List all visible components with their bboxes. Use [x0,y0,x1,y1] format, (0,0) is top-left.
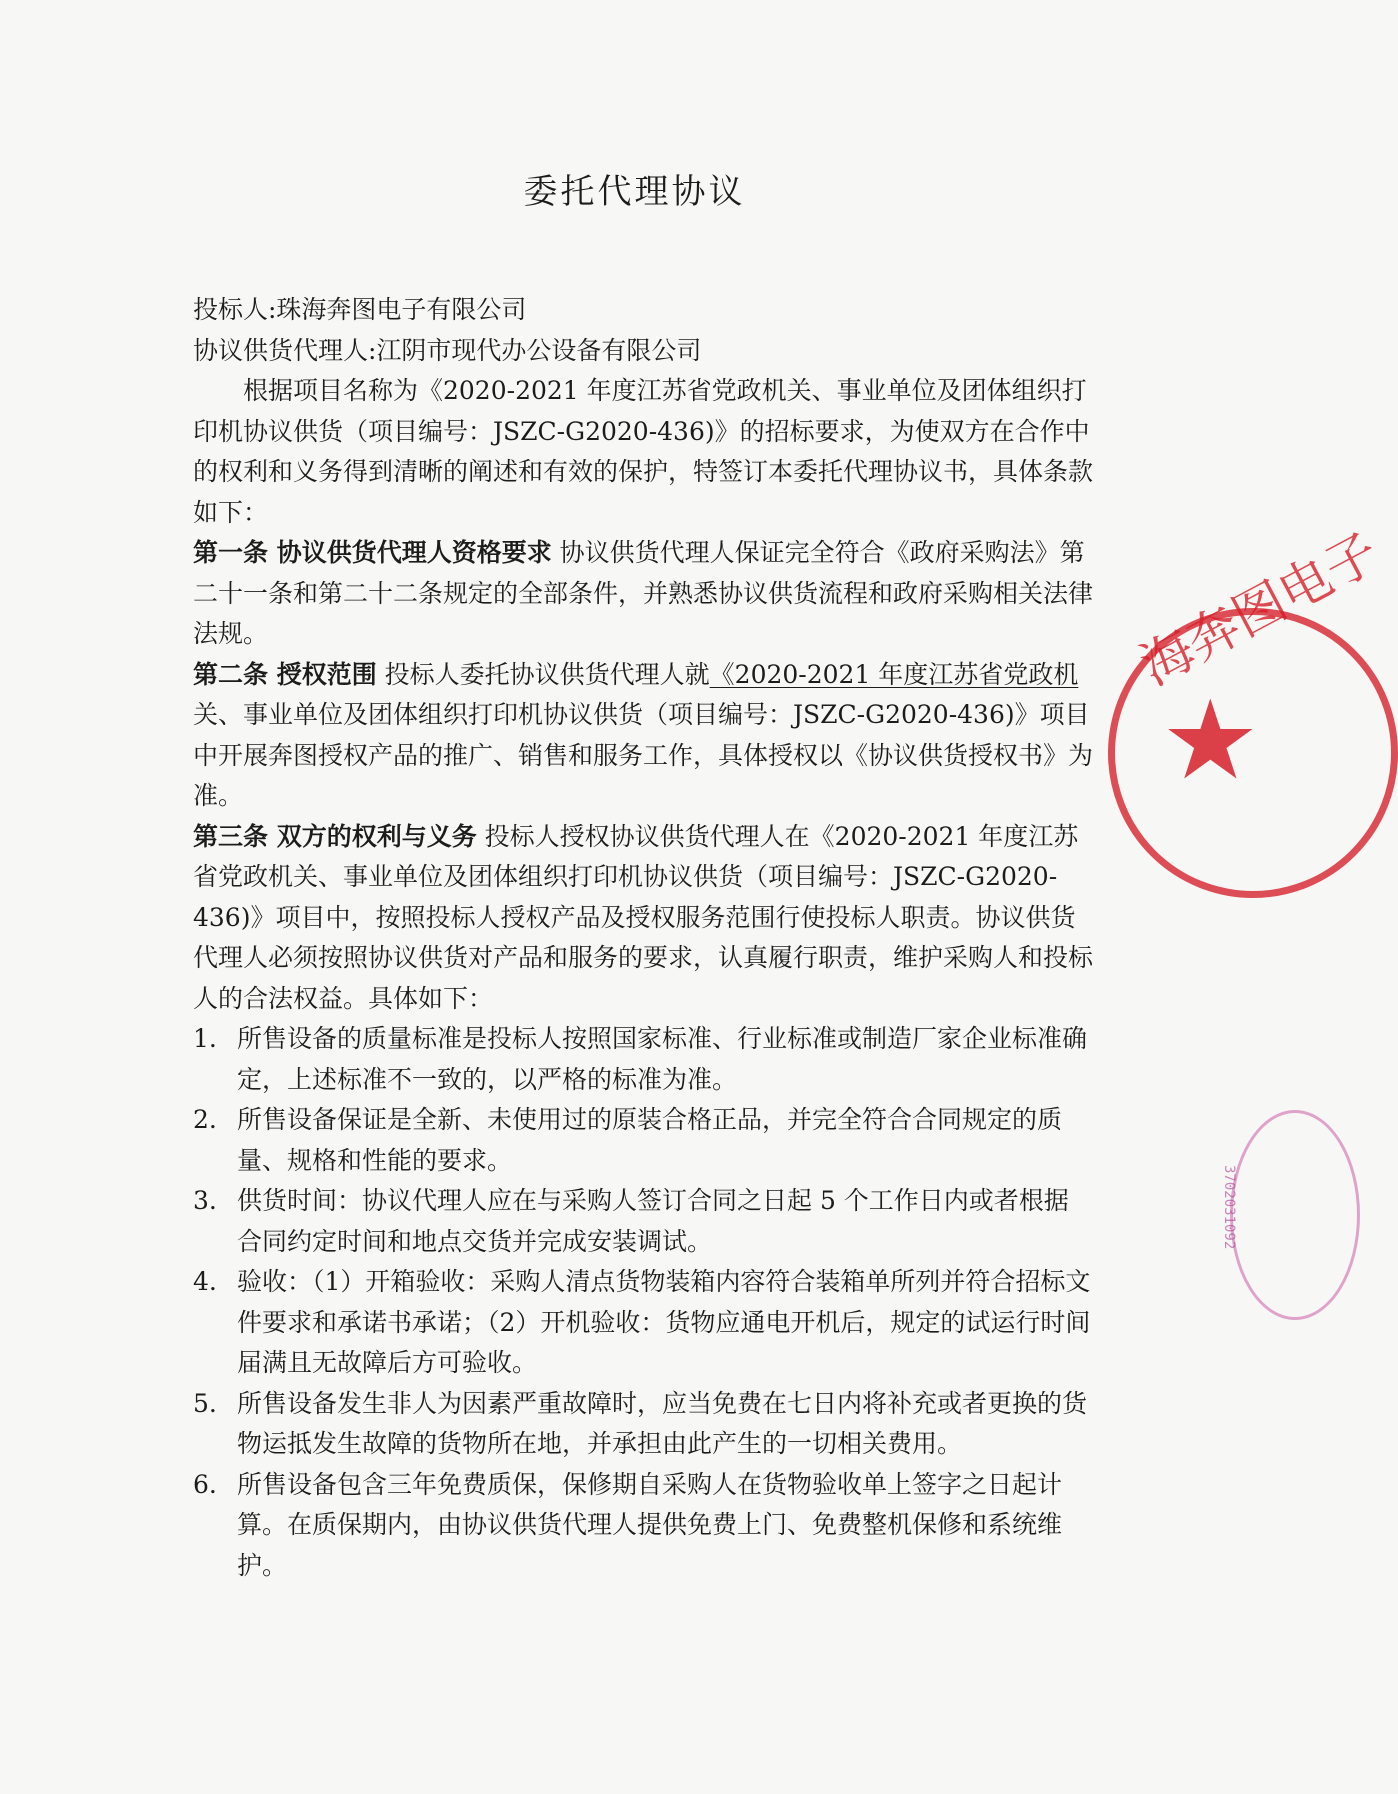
list-item-number: 2. [193,1105,217,1134]
list-item [193,1465,1093,1587]
article-3 [193,817,1093,1020]
obligations-list [193,1019,1093,1586]
article-1 [193,533,1093,655]
list-item-text: 所售设备保证是全新、未使用过的原装合格正品，并完全符合合同规定的质量、规格和性能的要求。 [237,1105,1063,1175]
article-1-text: 协议供货代理人保证完全符合《政府采购法》第二十一条和第二十二条规定的全部条件，并熟悉协议供货流程和政府采购相关法律法规。 [193,538,1094,648]
article-3-text: 投标人授权协议供货代理人在《2020-2021 年度江苏省党政机关、事业单位及团体组织打印机协议供货（项目编号：JSZC-G2020-436)》项目中，按照投标人授权产品及授权服务范围行使投标人职责。协议供货代理人必须按照协议供货对产品和服务的要求，认真履行职责，维护采购人和投标人的合法权益。具体如下： [193,821,1094,1013]
article-2 [193,655,1093,817]
article-2-text-after: 关、事业单位及团体组织打印机协议供货（项目编号：JSZC-G2020-436)》项目中开展奔图授权产品的推广、销售和服务工作，具体授权以《协议供货授权书》为准。 [193,700,1094,810]
article-2-heading: 第二条 授权范围 [193,659,377,689]
list-item [193,1181,1093,1262]
list-item-number: 4. [193,1267,217,1296]
list-item [193,1262,1093,1384]
list-item-text: 供货时间：协议代理人应在与采购人签订合同之日起 5 个工作日内或者根据合同约定时间和地点交货并完成安装调试。 [237,1186,1069,1256]
secondary-stamp [1221,1110,1360,1320]
intro-paragraph: 根据项目名称为《2020-2021 年度江苏省党政机关、事业单位及团体组织打印机协议供货（项目编号：JSZC-G2020-436)》的招标要求，为使双方在合作中的权利和义务得到清晰的阐述和有效的保护，特签订本委托代理协议书，具体条款如下： [193,376,1094,527]
star-icon: ★ [1161,676,1260,804]
list-item-number: 6. [193,1469,217,1499]
seal-text: 海奔图电子 [1131,522,1389,698]
list-item-number: 5. [193,1388,217,1418]
document-title: 委托代理协议 [523,172,746,212]
list-item [193,1100,1093,1181]
list-item-text: 所售设备的质量标准是投标人按照国家标准、行业标准或制造厂家企业标准确定，上述标准不一致的，以严格的标准为准。 [237,1024,1088,1094]
article-1-heading: 第一条 协议供货代理人资格要求 [193,538,552,567]
stamp-digits: 3702031092 [1221,1165,1237,1250]
list-item-text: 验收：（1）开箱验收：采购人清点货物装箱内容符合装箱单所列并符合招标文件要求和承诺书承诺；（2）开机验收：货物应通电开机后，规定的试运行时间届满且无故障后方可验收。 [237,1267,1091,1377]
article-2-text-before: 投标人委托协议供货代理人就 [376,659,710,689]
agent-line: 协议供货代理人:江阴市现代办公设备有限公司 [193,335,702,365]
list-item-number: 3. [193,1186,217,1215]
list-item-text: 所售设备包含三年免费质保，保修期自采购人在货物验收单上签字之日起计算。在质保期内，由协议供货代理人提供免费上门、免费整机保修和系统维护。 [237,1469,1063,1580]
article-3-heading: 第三条 双方的权利与义务 [193,821,477,851]
list-item [193,1384,1093,1465]
article-2-underlined-text: 《2020-2021 年度江苏省党政机 [709,659,1079,689]
list-item [193,1019,1093,1100]
list-item-number: 1. [193,1024,217,1053]
document-body [193,290,1093,1586]
list-item-text: 所售设备发生非人为因素严重故障时，应当免费在七日内将补充或者更换的货物运抵发生故障的货物所在地，并承担由此产生的一切相关费用。 [237,1388,1088,1458]
bidder-line: 投标人:珠海奔图电子有限公司 [193,295,527,324]
company-seal [1108,522,1398,898]
